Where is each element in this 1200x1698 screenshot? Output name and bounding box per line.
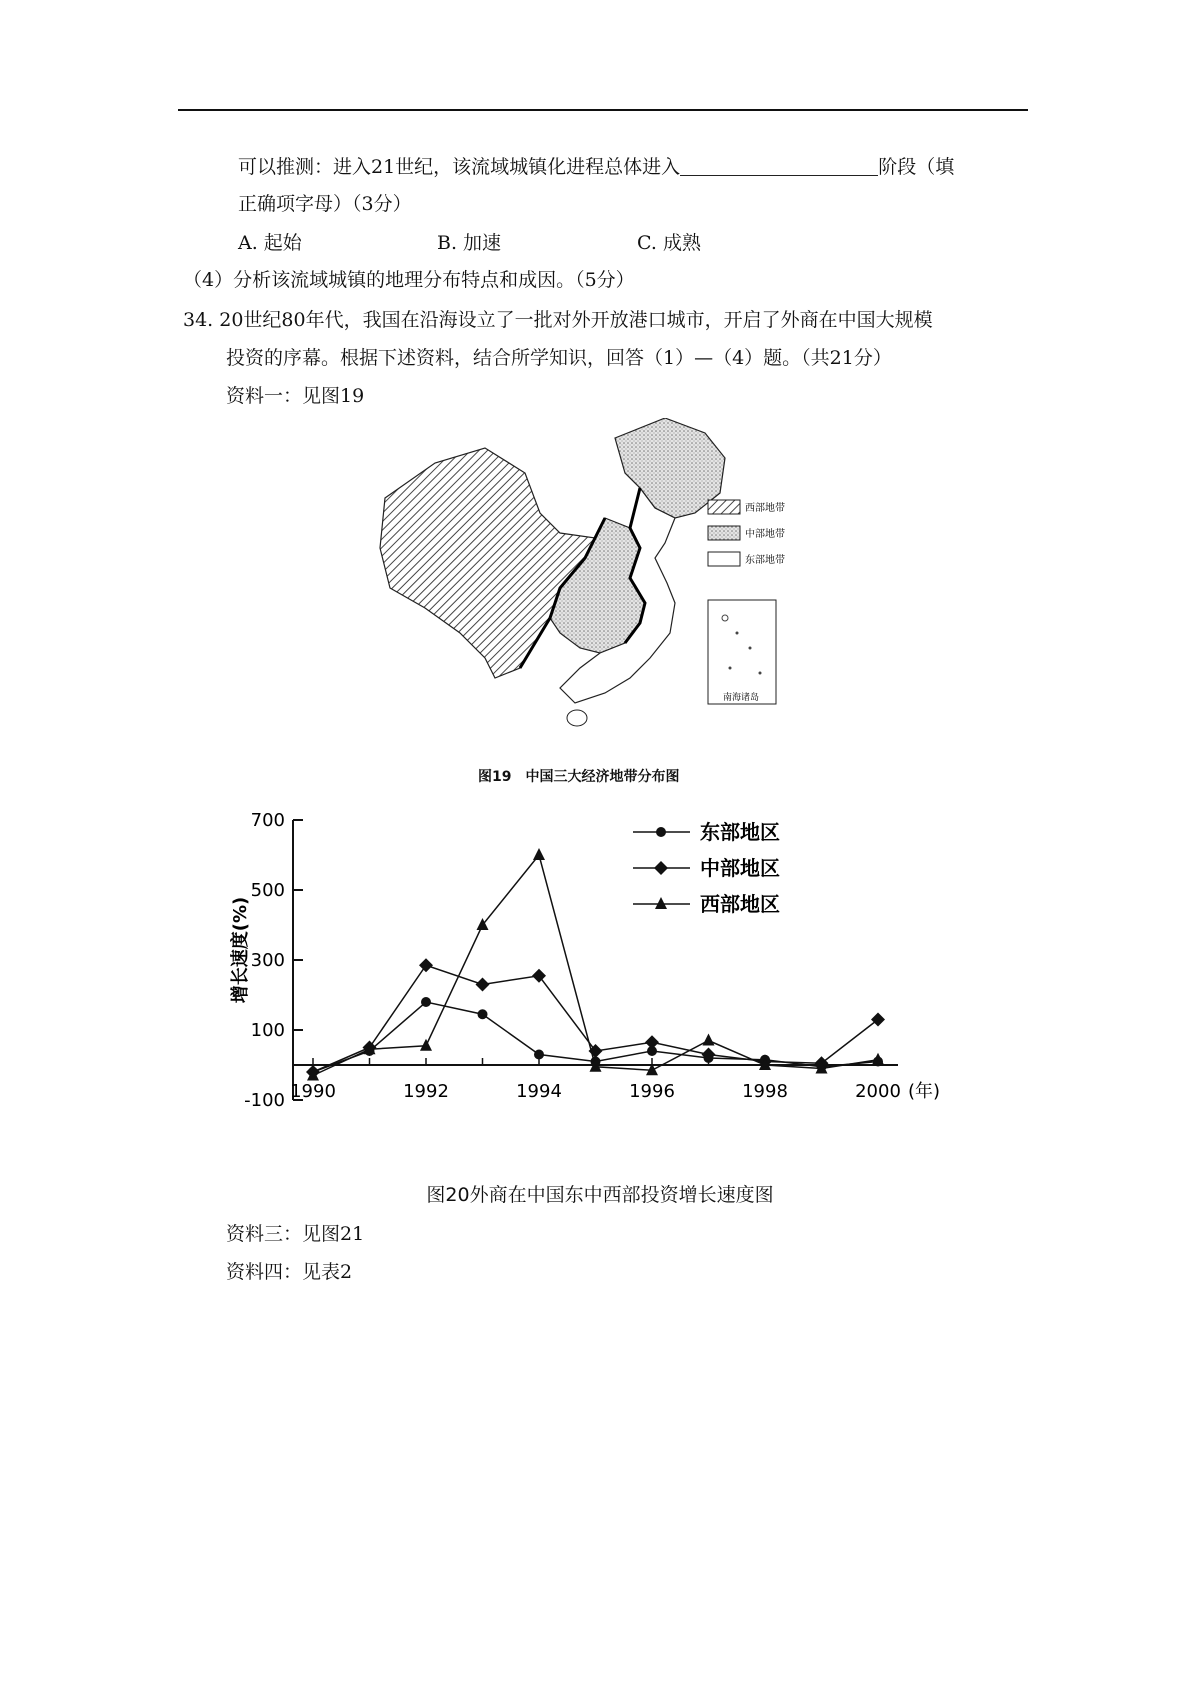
- y-tick-label: 100: [250, 1020, 285, 1041]
- material-3: 资料三：见图21: [226, 1223, 365, 1245]
- legend-label: 中部地区: [700, 856, 780, 880]
- figure19-map: [375, 418, 855, 758]
- inset-island: [759, 672, 762, 675]
- series-line-triangle: [313, 855, 878, 1076]
- y-tick-label: -100: [244, 1090, 285, 1111]
- q33-text-line1: [238, 155, 954, 179]
- legend-eastern-swatch: [708, 552, 740, 566]
- data-point-diamond: [419, 958, 433, 972]
- china-map: [375, 418, 855, 758]
- q33-line1-end: 阶段（填: [878, 156, 955, 178]
- q33-part4: （4）分析该流域城镇的地理分布特点和成因。（5分）: [183, 269, 635, 291]
- material-1: 资料一：见图19: [226, 385, 365, 407]
- south-china-sea-inset: [708, 600, 776, 704]
- data-point-diamond: [645, 1035, 659, 1049]
- figure20-chart: [218, 800, 1008, 1140]
- figure19-caption: 图19 中国三大经济地带分布图: [478, 769, 680, 785]
- y-tick-label: 700: [250, 810, 285, 831]
- data-point-triangle: [420, 1039, 432, 1051]
- q34-text-line2: 投资的序幕。根据下述资料，结合所学知识，回答（1）—（4）题。（共21分）: [226, 347, 892, 369]
- inset-label: 南海诸岛: [723, 693, 760, 703]
- inset-island: [729, 667, 732, 670]
- data-point-triangle: [872, 1053, 884, 1065]
- inset-island: [736, 632, 739, 635]
- figure20-caption: 图20外商在中国东中西部投资增长速度图: [426, 1184, 774, 1206]
- legend-central-swatch: [708, 526, 740, 540]
- q34-text-line1: 34. 20世纪80年代，我国在沿海设立了一批对外开放港口城市，开启了外商在中国大规模: [183, 309, 933, 331]
- legend-western-swatch: [708, 500, 740, 514]
- data-point-diamond: [871, 1013, 885, 1027]
- legend-eastern-label: 东部地带: [745, 555, 785, 566]
- x-tick-label: 1990: [290, 1081, 336, 1102]
- data-point-diamond: [702, 1048, 716, 1062]
- data-point-circle: [534, 1050, 544, 1060]
- inset-island: [749, 647, 752, 650]
- legend-central-label: 中部地带: [745, 529, 785, 540]
- legend-marker-circle: [656, 827, 666, 837]
- option-b: B. 加速: [437, 232, 502, 254]
- material-4: 资料四：见表2: [226, 1261, 353, 1283]
- option-a: A. 起始: [238, 232, 302, 254]
- legend-marker-diamond: [654, 861, 668, 875]
- x-tick-label: 1998: [742, 1081, 788, 1102]
- x-tick-label: 1992: [403, 1081, 449, 1102]
- legend-marker-triangle: [655, 897, 667, 909]
- y-tick-label: 500: [250, 880, 285, 901]
- data-point-triangle: [703, 1034, 715, 1046]
- x-tick-label: 2000: [855, 1081, 901, 1102]
- growth-line-chart: [218, 800, 1008, 1140]
- x-tick-label: 1996: [629, 1081, 675, 1102]
- data-point-triangle: [533, 848, 545, 860]
- x-axis-label: (年): [908, 1081, 941, 1102]
- data-point-circle: [421, 997, 431, 1007]
- legend-western-label: 西部地带: [745, 503, 785, 514]
- top-rule: [178, 109, 1028, 111]
- data-point-circle: [478, 1009, 488, 1019]
- y-axis-label: 增长速度(%): [230, 896, 251, 1004]
- answer-blank[interactable]: [680, 155, 878, 176]
- data-point-diamond: [476, 978, 490, 992]
- q33-text-line2: 正确项字母）（3分）: [238, 193, 412, 215]
- hainan-island: [567, 710, 587, 726]
- x-tick-label: 1994: [516, 1081, 562, 1102]
- q33-line1-text: 可以推测：进入21世纪，该流域城镇化进程总体进入: [238, 156, 681, 178]
- legend-label: 东部地区: [700, 820, 780, 844]
- western-belt: [380, 448, 605, 678]
- y-tick-label: 300: [250, 950, 285, 971]
- data-point-diamond: [532, 969, 546, 983]
- option-c: C. 成熟: [637, 232, 701, 254]
- legend-label: 西部地区: [700, 892, 780, 916]
